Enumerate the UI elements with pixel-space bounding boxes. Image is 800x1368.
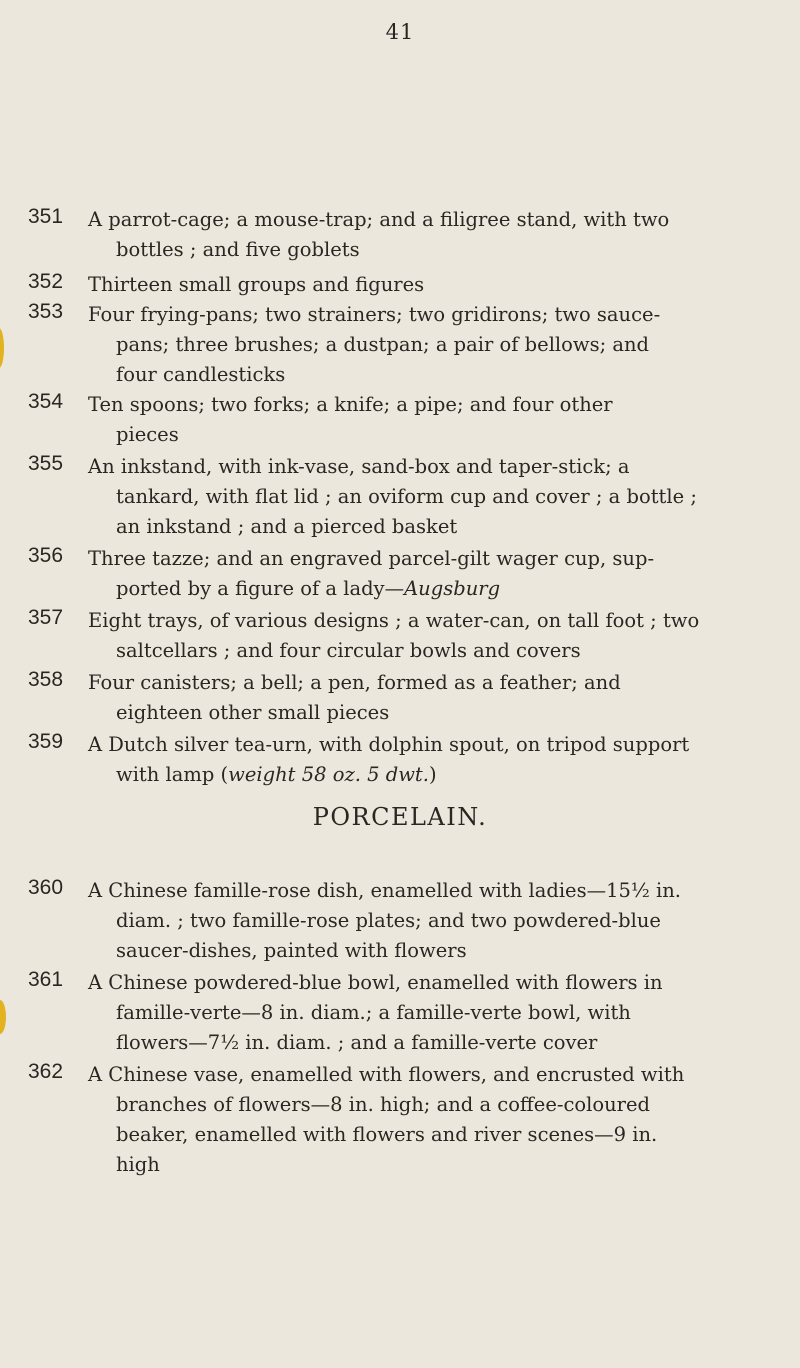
lot-line: branches of flowers—8 in. high; and a coffee-coloured: [116, 1093, 650, 1116]
lot-line: eighteen other small pieces: [116, 701, 390, 724]
lot-description: [88, 968, 758, 1058]
lot-line: A Chinese powdered-blue bowl, enamelled with flowers in: [88, 971, 663, 994]
lot-description: [88, 668, 758, 728]
lot-description: [88, 730, 758, 790]
lot-description: [88, 390, 758, 450]
lot-line: Four canisters; a bell; a pen, formed as a feather; and: [88, 671, 621, 694]
lot-line: saucer-dishes, painted with flowers: [116, 939, 467, 962]
lot-number: 362: [28, 1060, 64, 1083]
lot-line: Eight trays, of various designs ; a water-can, on tall foot ; two: [88, 609, 700, 632]
lot-number: 356: [28, 544, 64, 567]
lot-line: beaker, enamelled with flowers and river scenes—9 in.: [116, 1123, 658, 1146]
lot-number: 351: [28, 205, 64, 228]
section-heading: PORCELAIN.: [312, 803, 488, 831]
lot-number: 358: [28, 668, 64, 691]
lot-number: 352: [28, 270, 64, 293]
lot-number: 353: [28, 300, 64, 323]
lot-line: A Chinese famille-rose dish, enamelled with ladies—15½ in.: [88, 879, 682, 902]
lot-line: high: [116, 1153, 160, 1176]
lot-line: Three tazze; and an engraved parcel-gilt wager cup, sup-: [88, 547, 655, 570]
lot-line: bottles ; and five goblets: [116, 238, 360, 261]
lot-line: four candlesticks: [116, 363, 286, 386]
lot-line: Ten spoons; two forks; a knife; a pipe; and four other: [88, 393, 613, 416]
lot-description: [88, 452, 758, 542]
lot-description: [88, 544, 758, 604]
lot-line: An inkstand, with ink-vase, sand-box and taper-stick; a: [88, 455, 630, 478]
lot-line: pans; three brushes; a dustpan; a pair of bellows; and: [116, 333, 650, 356]
lot-description: [88, 300, 758, 390]
lot-line: famille-verte—8 in. diam.; a famille-verte bowl, with: [116, 1001, 631, 1024]
lot-number: 360: [28, 876, 64, 899]
lot-line-text: ported by a figure of a lady—: [116, 577, 405, 600]
lot-description: [88, 876, 758, 966]
lot-line-italic: weight 58 oz. 5 dwt.: [228, 763, 429, 786]
lot-number: 355: [28, 452, 64, 475]
lot-line: A Dutch silver tea-urn, with dolphin spout, on tripod support: [88, 733, 690, 756]
lot-description: [88, 205, 758, 265]
lot-number: 354: [28, 390, 64, 413]
lot-line: tankard, with flat lid ; an oviform cup and cover ; a bottle ;: [116, 485, 697, 508]
margin-spot: [0, 328, 4, 368]
lot-line-italic: Augsburg: [404, 577, 501, 600]
page-number: 41: [385, 20, 415, 44]
lot-line: Thirteen small groups and figures: [88, 273, 425, 296]
lot-number: 357: [28, 606, 64, 629]
lot-description: [88, 1060, 758, 1180]
lot-line: pieces: [116, 423, 179, 446]
lot-line: saltcellars ; and four circular bowls and covers: [116, 639, 581, 662]
lot-line-text: with lamp (: [116, 763, 229, 786]
lot-line: diam. ; two famille-rose plates; and two powdered-blue: [116, 909, 661, 932]
margin-spot: [0, 1000, 6, 1034]
lot-line: [88, 760, 758, 790]
lot-line: A parrot-cage; a mouse-trap; and a filigree stand, with two: [88, 208, 670, 231]
lot-number: 361: [28, 968, 64, 991]
lot-line-text: ): [428, 763, 437, 786]
lot-line: A Chinese vase, enamelled with flowers, and encrusted with: [88, 1063, 685, 1086]
lot-description: [88, 270, 758, 300]
lot-number: 359: [28, 730, 64, 753]
lot-line: Four frying-pans; two strainers; two gridirons; two sauce-: [88, 303, 661, 326]
lot-line: an inkstand ; and a pierced basket: [116, 515, 458, 538]
lot-description: [88, 606, 758, 666]
lot-line: flowers—7½ in. diam. ; and a famille-verte cover: [116, 1031, 598, 1054]
lot-line: [88, 574, 758, 604]
